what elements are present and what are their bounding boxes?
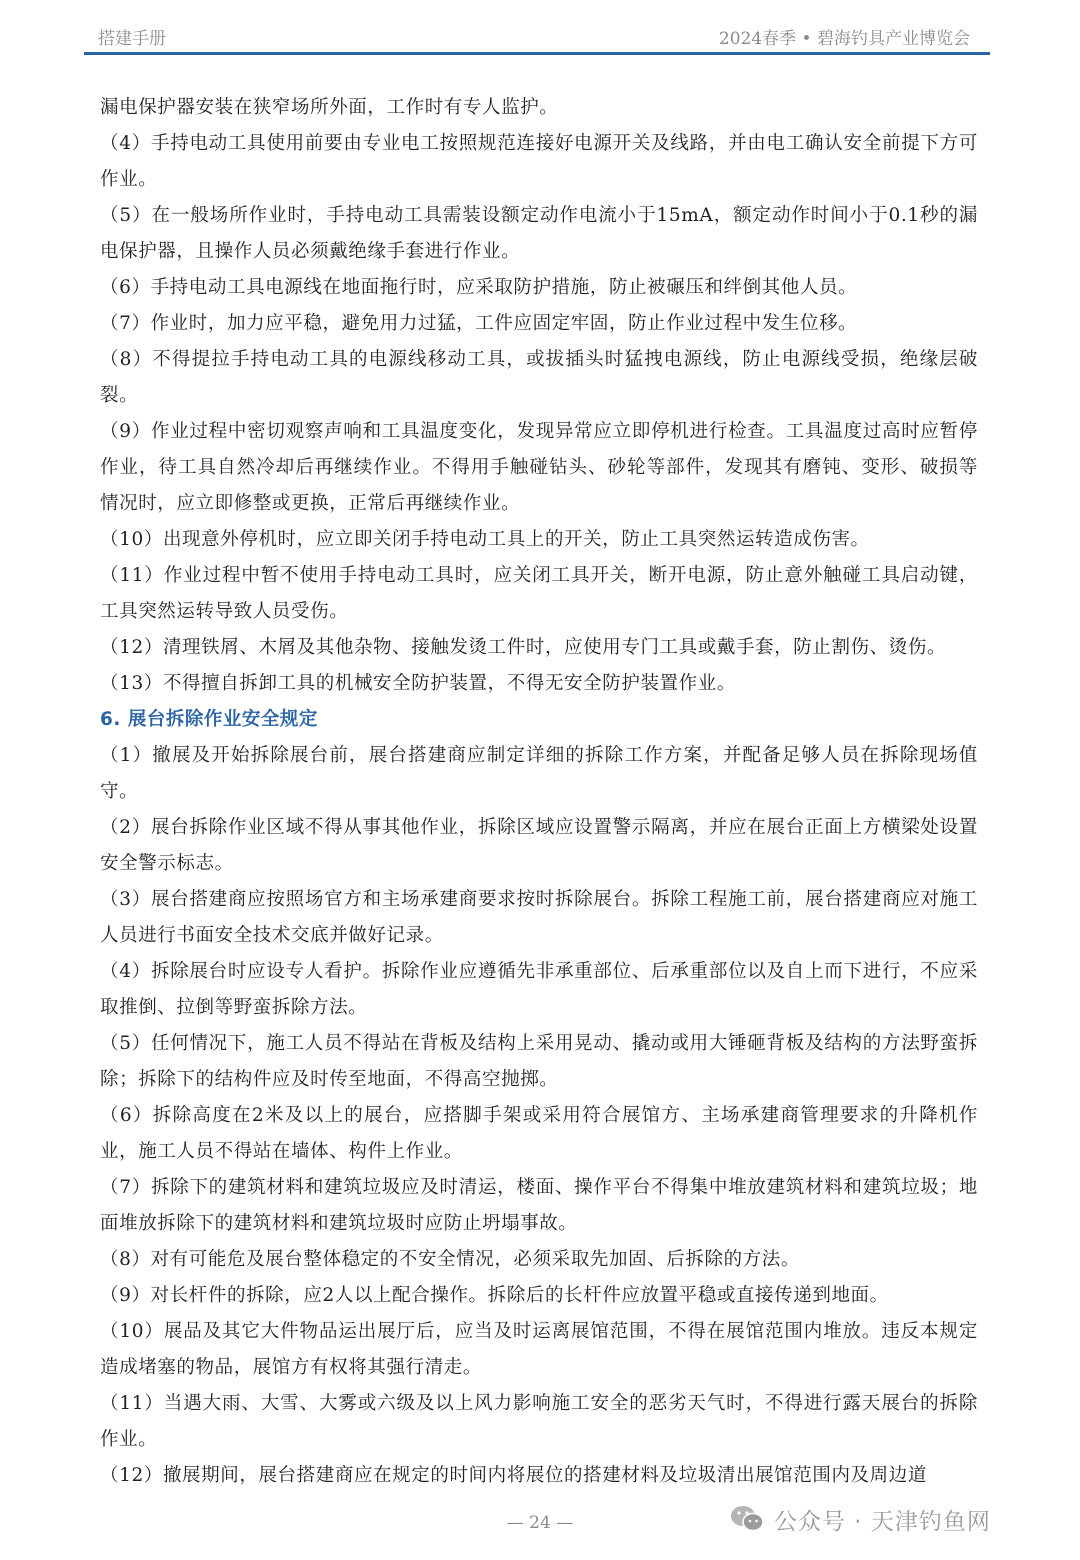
paragraph: （8）不得提拉手持电动工具的电源线移动工具，或拔插头时猛拽电源线，防止电源线受损，绝缘层破裂。 [100,349,978,406]
page-number: — 24 — [506,1513,574,1533]
paragraph: （6）手持电动工具电源线在地面拖行时，应采取防护措施，防止被碾压和绊倒其他人员。 [100,277,858,298]
paragraph: （10）展品及其它大件物品运出展厅后，应当及时运离展馆范围，不得在展馆范围内堆放。违反本规定造成堵塞的物品，展馆方有权将其强行清走。 [100,1321,978,1378]
paragraph: （11）作业过程中暂不使用手持电动工具时，应关闭工具开关，断开电源，防止意外触碰工具启动键，工具突然运转导致人员受伤。 [100,565,978,622]
paragraph: （7）拆除下的建筑材料和建筑垃圾应及时清运，楼面、操作平台不得集中堆放建筑材料和建筑垃圾；地面堆放拆除下的建筑材料和建筑垃圾时应防止坍塌事故。 [100,1177,978,1234]
watermark-text: 公众号 · 天津钓鱼网 [774,1508,991,1535]
paragraph: （2）展台拆除作业区域不得从事其他作业，拆除区域应设置警示隔离，并应在展台正面上方横梁处设置安全警示标志。 [100,817,978,874]
header-title: 搭建手册 [98,29,166,49]
paragraph: （6）拆除高度在2米及以上的展台，应搭脚手架或采用符合展馆方、主场承建商管理要求的升降机作业，施工人员不得站在墙体、构件上作业。 [100,1105,978,1162]
paragraph: （9）作业过程中密切观察声响和工具温度变化，发现异常应立即停机进行检查。工具温度过高时应暂停作业，待工具自然冷却后再继续作业。不得用手触碰钻头、砂轮等部件，发现其有磨钝、变形、破损等情况时，应立即修整或更换，正常后再继续作业。 [100,421,978,514]
paragraph: （3）展台搭建商应按照场官方和主场承建商要求按时拆除展台。拆除工程施工前，展台搭建商应对施工人员进行书面安全技术交底并做好记录。 [100,889,978,946]
paragraph: （13）不得擅自拆卸工具的机械安全防护装置，不得无安全防护装置作业。 [100,673,736,694]
wechat-icon [730,1504,764,1534]
paragraph: （11）当遇大雨、大雪、大雾或六级及以上风力影响施工安全的恶劣天气时，不得进行露天展台的拆除作业。 [100,1393,978,1450]
watermark [730,1499,991,1539]
header-event-name: 2024春季 • 碧海钓具产业博览会 [718,29,970,49]
paragraph: （7）作业时，加力应平稳，避免用力过猛，工件应固定牢固，防止作业过程中发生位移。 [100,313,858,334]
header-divider [84,52,990,55]
paragraph: （10）出现意外停机时，应立即关闭手持电动工具上的开关，防止工具突然运转造成伤害。 [100,529,870,550]
page-header [84,22,990,52]
paragraph: （12）清理铁屑、木屑及其他杂物、接触发烫工件时，应使用专门工具或戴手套，防止割伤、烫伤。 [100,637,947,658]
paragraph: （4）拆除展台时应设专人看护。拆除作业应遵循先非承重部位、后承重部位以及自上而下进行，不应采取推倒、拉倒等野蛮拆除方法。 [100,961,978,1018]
paragraph: 漏电保护器安装在狭窄场所外面，工作时有专人监护。 [100,97,559,118]
paragraph: （12）撤展期间，展台搭建商应在规定的时间内将展位的搭建材料及垃圾清出展馆范围内及周边道 [100,1465,927,1486]
paragraph: （8）对有可能危及展台整体稳定的不安全情况，必须采取先加固、后拆除的方法。 [100,1249,800,1270]
paragraph: （5）任何情况下，施工人员不得站在背板及结构上采用晃动、撬动或用大锤砸背板及结构的方法野蛮拆除；拆除下的结构件应及时传至地面，不得高空抛掷。 [100,1033,978,1090]
paragraph: （5）在一般场所作业时，手持电动工具需装设额定动作电流小于15mA，额定动作时间小于0.1秒的漏电保护器，且操作人员必须戴绝缘手套进行作业。 [100,205,978,262]
paragraph: （1）撤展及开始拆除展台前，展台搭建商应制定详细的拆除工作方案，并配备足够人员在拆除现场值守。 [100,745,978,802]
paragraph: （9）对长杆件的拆除，应2人以上配合操作。拆除后的长杆件应放置平稳或直接传递到地面。 [100,1285,889,1306]
paragraph: （4）手持电动工具使用前要由专业电工按照规范连接好电源开关及线路，并由电工确认安全前提下方可作业。 [100,133,978,190]
document-body [100,90,978,1494]
section-heading: 6. 展台拆除作业安全规定 [100,709,318,730]
